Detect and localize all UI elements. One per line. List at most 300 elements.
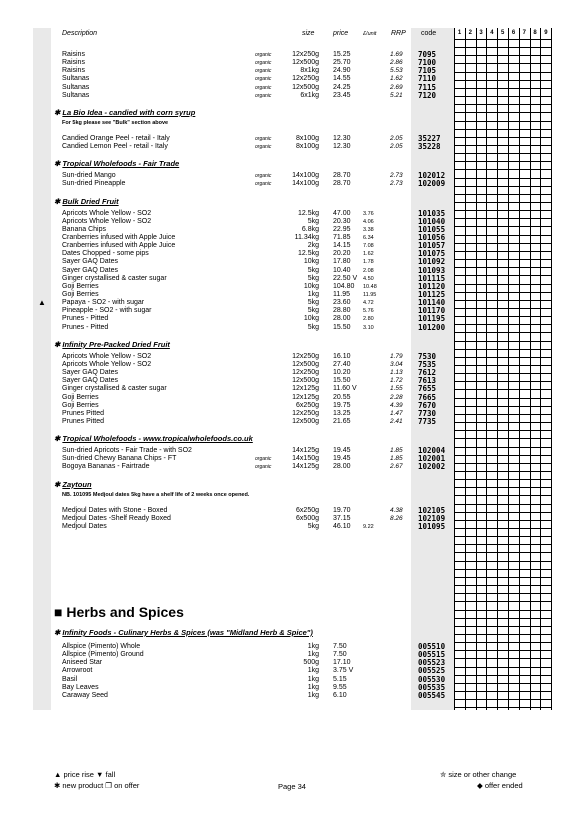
- item-description: Allspice (Pimento) Ground: [62, 651, 144, 659]
- item-description: Sun-dried Apricots - Fair Trade - with SO2: [62, 447, 192, 455]
- item-rrp: 5.21: [390, 91, 403, 99]
- item-description: Aniseed Star: [62, 659, 103, 667]
- organic-tag: organic: [255, 92, 272, 99]
- unit-price: 11.95: [363, 292, 377, 298]
- item-size: 12x125g: [292, 393, 319, 401]
- item-description: Apricots Whole Yellow - SO2: [62, 217, 152, 225]
- organic-tag: organic: [255, 173, 272, 180]
- grid-row-line: [454, 129, 552, 130]
- section-note: For 5kg please see "Bulk" section above: [62, 119, 169, 126]
- item-code: 7115: [418, 82, 437, 92]
- item-size: 5kg: [307, 217, 319, 225]
- section-heading-text: Bulk Dried Fruit: [62, 196, 119, 206]
- item-price: 15.25: [333, 51, 351, 58]
- item-description: Raisins: [62, 67, 85, 75]
- list-item: [0, 418, 585, 426]
- item-price: 23.60: [333, 299, 351, 307]
- unit-price: 7.08: [363, 243, 374, 250]
- item-size: 14x150g: [292, 455, 319, 463]
- item-rrp: 1.79: [390, 352, 403, 360]
- list-item: [0, 135, 585, 143]
- grid-row-line: [454, 561, 552, 562]
- grid-row-line: [454, 341, 552, 342]
- grid-row-line: [454, 39, 552, 40]
- list-item: [0, 75, 585, 83]
- item-rrp: 3.04: [390, 360, 403, 368]
- item-rrp: 1.85: [390, 447, 403, 455]
- grid-row-line: [454, 626, 552, 627]
- unit-price: 3.10: [363, 324, 374, 331]
- grid-row-line: [454, 194, 552, 195]
- grid-row-line: [454, 47, 552, 48]
- list-item: [0, 283, 585, 291]
- item-description: Medjoul Dates: [62, 522, 107, 530]
- list-item: [0, 377, 585, 385]
- item-price: 46.10: [333, 522, 351, 530]
- unit-price: 4.06: [363, 218, 374, 225]
- item-code: 101195: [418, 314, 446, 324]
- item-code: 7095: [418, 50, 437, 59]
- item-code: 7670: [418, 400, 437, 410]
- item-rrp: 1.85: [390, 455, 403, 463]
- item-price: 28.70: [333, 180, 351, 188]
- item-description: Sultanas: [62, 83, 90, 91]
- section-heading: ✱ Bulk Dried Fruit: [54, 196, 119, 206]
- section-heading-text: La Bio Idea - candied with corn syrup: [62, 107, 196, 117]
- item-description: Sayer GAQ Dates: [62, 266, 119, 274]
- item-price: 5.15: [333, 675, 347, 683]
- legend-new-offer: ✱ new product ❐ on offer: [54, 781, 140, 790]
- item-description: Pineapple - SO2 - with sugar: [62, 307, 152, 315]
- item-rrp: 2.41: [390, 417, 403, 425]
- price-rise-icon: ▲: [38, 298, 46, 308]
- item-description: Papaya - SO2 - with sugar: [62, 299, 145, 307]
- item-code: 101170: [418, 306, 446, 316]
- item-size: 14x100g: [292, 180, 319, 188]
- section-heading: ✱ Tropical Wholefoods - www.tropicalwholefoods.co.uk: [54, 434, 253, 444]
- list-item: [0, 258, 585, 266]
- item-price: 47.00: [333, 209, 351, 217]
- item-code: 102002: [418, 462, 446, 472]
- unit-price: 10.48: [363, 283, 377, 290]
- item-size: 8x100g: [296, 134, 319, 142]
- legend-size-change: ✮ size or other change: [440, 770, 517, 779]
- list-item: [0, 353, 585, 361]
- grid-row-line: [454, 601, 552, 602]
- unit-price: 4.50: [363, 275, 374, 282]
- grid-column-number: 7: [522, 30, 526, 36]
- item-price: 14.15: [333, 242, 351, 250]
- grid-row-line: [454, 112, 552, 113]
- item-price: 37.15: [333, 514, 351, 522]
- item-description: Bogoya Bananas - Fairtrade: [62, 463, 150, 471]
- item-code: 101125: [418, 290, 446, 299]
- item-description: Sultanas: [62, 75, 90, 83]
- item-price: 11.95: [333, 291, 350, 298]
- item-size: 12x500g: [292, 417, 319, 425]
- item-size: 12x500g: [292, 83, 319, 91]
- item-price: 24.25: [333, 83, 351, 91]
- item-size: 6.8kg: [301, 225, 319, 233]
- item-code: 101093: [418, 265, 446, 275]
- list-item: [0, 361, 585, 369]
- item-price: 12.30: [333, 143, 351, 151]
- item-price: 28.00: [333, 315, 351, 323]
- item-code: 102004: [418, 446, 446, 456]
- item-description: Candied Lemon Peel - retail - Italy: [62, 143, 168, 151]
- unit-price: 4.72: [363, 300, 374, 307]
- grid-row-line: [454, 536, 552, 537]
- item-description: Allspice (Pimento) Whole: [62, 643, 141, 650]
- item-description: Sun-dried Mango: [62, 172, 116, 180]
- item-code: 101095: [418, 521, 446, 531]
- item-code: 005515: [418, 650, 446, 660]
- organic-tag: organic: [255, 144, 272, 151]
- item-price: 10.40: [333, 266, 351, 274]
- list-item: [0, 463, 585, 471]
- section-heading: ✱ La Bio Idea - candied with corn syrup: [54, 107, 196, 117]
- list-item: [0, 291, 585, 299]
- grid-row-line: [454, 495, 552, 496]
- grid-row-line: [454, 438, 552, 439]
- item-code: 7535: [418, 359, 437, 369]
- list-item: [0, 369, 585, 377]
- item-code: 101035: [418, 208, 446, 218]
- grid-row-line: [454, 610, 552, 611]
- item-code: 7530: [418, 351, 437, 361]
- item-size: 14x125g: [292, 463, 319, 471]
- item-rrp: 2.05: [390, 134, 403, 142]
- item-description: Sultanas: [62, 91, 90, 99]
- list-item: [0, 250, 585, 258]
- section-heading-text: Tropical Wholefoods - www.tropicalwholefoods.co.uk: [62, 434, 253, 444]
- item-code: 101055: [418, 224, 446, 234]
- item-code: 102105: [418, 505, 446, 515]
- list-item: [0, 447, 585, 455]
- item-description: Sayer GAQ Dates: [62, 377, 119, 385]
- item-size: 5kg: [307, 323, 319, 331]
- item-description: Raisins: [62, 51, 85, 58]
- section-heading-text: Tropical Wholefoods - Fair Trade: [62, 159, 180, 169]
- item-size: 12.5kg: [297, 250, 319, 258]
- item-price: 6.10: [333, 691, 347, 699]
- section-heading: ✱ Zaytoun: [54, 479, 92, 489]
- header-size: size: [302, 30, 315, 37]
- unit-price: 1.62: [363, 251, 374, 258]
- item-rrp: 4.39: [390, 401, 403, 409]
- grid-column-number: 1: [457, 30, 462, 36]
- item-price: 19.75: [333, 401, 351, 409]
- item-rrp: 2.28: [390, 393, 403, 401]
- list-item: [0, 410, 585, 418]
- item-rrp: 1.47: [390, 409, 403, 417]
- item-size: 12x500g: [292, 59, 319, 67]
- unit-price: 6.34: [363, 234, 374, 241]
- item-code: 35227: [418, 133, 441, 143]
- item-code: 7735: [418, 416, 437, 426]
- item-description: Prunes Pitted: [62, 417, 105, 425]
- list-item: [0, 507, 585, 515]
- organic-tag: organic: [255, 84, 272, 91]
- list-item: [0, 242, 585, 250]
- item-price: 17.80: [333, 258, 351, 266]
- item-size: 12x500g: [292, 360, 319, 368]
- item-size: 6x500g: [296, 514, 319, 522]
- item-code: 102109: [418, 513, 446, 523]
- grid-row-line: [454, 504, 552, 505]
- item-description: Sayer GAQ Dates: [62, 369, 119, 377]
- item-description: Sun-dried Pineapple: [62, 180, 126, 188]
- grid-column-number: 8: [533, 30, 537, 36]
- list-item: [0, 59, 585, 67]
- item-price: 19.45: [333, 455, 351, 463]
- item-description: Apricots Whole Yellow - SO2: [62, 352, 152, 360]
- item-description: Candied Orange Peel - retail - Italy: [62, 134, 170, 142]
- item-rrp: 2.67: [390, 463, 403, 471]
- item-description: Arrowroot: [62, 667, 93, 675]
- item-size: 12x250g: [292, 409, 319, 417]
- item-code: 101040: [418, 216, 446, 226]
- item-size: 14x125g: [292, 447, 319, 455]
- item-code: 7613: [418, 376, 437, 386]
- item-price: 28.00: [333, 463, 351, 471]
- list-item: [0, 299, 585, 307]
- grid-column-number: 6: [511, 30, 516, 36]
- item-description: Apricots Whole Yellow - SO2: [62, 209, 152, 217]
- list-item: [0, 659, 585, 667]
- list-item: [0, 51, 585, 59]
- item-price: 14.55: [333, 75, 351, 83]
- list-item: [0, 218, 585, 226]
- item-description: Ginger crystallised & caster sugar: [62, 385, 167, 393]
- item-price: 22.95: [333, 225, 351, 233]
- item-rrp: 2.86: [390, 59, 403, 67]
- item-price: 27.40: [333, 360, 351, 368]
- item-price: 20.55: [333, 393, 351, 401]
- item-code: 101115: [418, 273, 446, 283]
- item-price: 28.70: [333, 172, 351, 180]
- list-item: [0, 523, 585, 531]
- item-size: 10kg: [303, 315, 319, 323]
- list-item: [0, 210, 585, 218]
- item-description: Cranberries infused with Apple Juice: [62, 242, 176, 250]
- item-price: 10.20: [333, 369, 351, 377]
- item-rrp: 2.73: [390, 172, 403, 180]
- grid-row-line: [454, 430, 552, 431]
- item-description: Banana Chips: [62, 225, 106, 233]
- unit-price: 9.22: [363, 523, 374, 530]
- item-description: Prunes - Pitted: [62, 315, 109, 323]
- list-item: [0, 172, 585, 180]
- item-price: 24.90: [333, 67, 351, 75]
- item-description: Prunes Pitted: [62, 409, 105, 417]
- header-code: code: [421, 30, 437, 37]
- item-price: 19.70: [333, 506, 351, 514]
- list-item: [0, 92, 585, 100]
- grid-column-number: 9: [544, 30, 548, 36]
- grid-row-line: [454, 577, 552, 578]
- item-price: 20.20: [333, 250, 351, 258]
- item-description: Medjoul Dates with Stone - Boxed: [62, 506, 168, 514]
- item-description: Sun-dried Chewy Banana Chips - FT: [62, 455, 177, 463]
- organic-tag: organic: [255, 60, 272, 67]
- header-price: price: [333, 30, 349, 37]
- unit-price: 2.80: [363, 316, 374, 323]
- item-price: 71.85: [333, 233, 351, 241]
- legend-offer-ended: ◆ offer ended: [477, 781, 523, 790]
- grid-row-line: [454, 544, 552, 545]
- list-item: [0, 455, 585, 463]
- item-rrp: 1.69: [390, 51, 403, 58]
- organic-tag: organic: [255, 68, 272, 75]
- item-description: Goji Berries: [62, 282, 99, 290]
- organic-tag: organic: [255, 52, 272, 58]
- grid-row-line: [454, 593, 552, 594]
- section-title-herbs: ■ Herbs and Spices: [54, 604, 184, 620]
- item-price: 23.45: [333, 91, 351, 99]
- grid-column-number: 3: [479, 30, 483, 36]
- item-size: 6x250g: [296, 506, 319, 514]
- item-description: Caraway Seed: [62, 691, 108, 699]
- item-rrp: 1.72: [390, 377, 403, 385]
- grid-row-line: [454, 104, 552, 105]
- item-price: 13.25: [333, 409, 351, 417]
- list-item: [0, 394, 585, 402]
- grid-row-line: [454, 161, 552, 162]
- organic-tag: organic: [255, 181, 272, 188]
- item-code: 7665: [418, 392, 437, 402]
- item-price: 3.75 V: [333, 667, 354, 675]
- item-rrp: 1.55: [390, 385, 403, 393]
- item-size: 6x250g: [296, 401, 319, 409]
- item-price: 7.50: [333, 651, 347, 659]
- item-code: 102009: [418, 179, 446, 189]
- item-description: Raisins: [62, 59, 85, 67]
- item-description: Prunes - Pitted: [62, 323, 109, 331]
- grid-column-number: 5: [501, 30, 505, 36]
- item-rrp: 2.69: [390, 83, 403, 91]
- list-item: [0, 651, 585, 659]
- section-heading-text: Infinity Foods - Culinary Herbs & Spices (was "Midland Herb & Spice"): [62, 628, 313, 637]
- item-size: 2kg: [307, 242, 319, 250]
- item-size: 1kg: [307, 651, 319, 659]
- item-description: Medjoul Dates -Shelf Ready Boxed: [62, 514, 171, 522]
- item-price: 25.70: [333, 59, 351, 67]
- item-code: 102012: [418, 171, 446, 181]
- item-description: Goji Berries: [62, 401, 99, 409]
- item-size: 12x500g: [292, 377, 319, 385]
- item-size: 1kg: [307, 291, 319, 298]
- item-rrp: 2.73: [390, 180, 403, 188]
- item-size: 11.34kg: [294, 233, 319, 241]
- item-price: 11.60 V: [333, 385, 357, 393]
- grid-row-line: [454, 634, 552, 635]
- section-note: NB. 101095 Medjoul dates 5kg have a shelf life of 2 weeks once opened.: [62, 491, 250, 498]
- item-size: 5kg: [307, 266, 319, 274]
- item-rrp: 1.13: [390, 369, 403, 377]
- list-item: [0, 275, 585, 283]
- item-code: 005510: [418, 642, 446, 651]
- list-item: [0, 307, 585, 315]
- grid-row-line: [454, 479, 552, 480]
- item-size: 12x250g: [292, 75, 319, 83]
- grid-row-line: [454, 618, 552, 619]
- item-size: 500g: [303, 659, 319, 667]
- item-size: 1kg: [307, 667, 319, 675]
- item-price: 9.55: [333, 683, 347, 691]
- item-code: 101056: [418, 232, 446, 242]
- item-code: 7655: [418, 384, 437, 394]
- list-item: [0, 402, 585, 410]
- list-item: [0, 234, 585, 242]
- grid-row-line: [454, 332, 552, 333]
- item-size: 8x100g: [296, 143, 319, 151]
- organic-tag: organic: [255, 464, 272, 471]
- list-item: [0, 643, 585, 651]
- item-size: 5kg: [307, 522, 319, 530]
- item-code: 7612: [418, 368, 437, 378]
- grid-column-number: 2: [468, 30, 472, 36]
- header-per-unit: £/unit: [363, 31, 377, 37]
- list-item: [0, 267, 585, 275]
- item-price: 17.10: [333, 659, 351, 667]
- item-code: 005523: [418, 658, 446, 668]
- item-size: 5kg: [307, 299, 319, 307]
- grid-row-line: [454, 569, 552, 570]
- item-description: Sayer GAQ Dates: [62, 258, 119, 266]
- item-size: 1kg: [307, 643, 319, 650]
- item-size: 12x250g: [292, 352, 319, 360]
- item-price: 22.50 V: [333, 274, 358, 282]
- section-heading: ✱ Infinity Pre-Packed Dried Fruit: [54, 339, 170, 349]
- item-size: 12.5kg: [297, 209, 319, 217]
- unit-price: 1.78: [363, 259, 374, 266]
- item-code: 7110: [418, 74, 437, 84]
- item-price: 21.65: [333, 417, 351, 425]
- grid-row-line: [454, 202, 552, 203]
- item-price: 7.50: [333, 643, 347, 650]
- item-description: Goji Berries: [62, 291, 99, 298]
- list-item: [0, 67, 585, 75]
- organic-tag: organic: [255, 135, 272, 142]
- item-description: Cranberries infused with Apple Juice: [62, 233, 176, 241]
- list-item: [0, 143, 585, 151]
- item-size: 8x1kg: [300, 67, 319, 75]
- grid-row-line: [454, 349, 552, 350]
- item-code: 005530: [418, 674, 446, 684]
- list-item: [0, 667, 585, 675]
- header-rrp: RRP: [391, 30, 406, 37]
- list-item: [0, 324, 585, 332]
- item-price: 104.80: [333, 282, 355, 290]
- item-rrp: 8.26: [390, 514, 403, 522]
- grid-row-line: [454, 585, 552, 586]
- item-code: 101140: [418, 298, 446, 308]
- item-code: 101057: [418, 241, 446, 251]
- item-code: 101120: [418, 281, 446, 291]
- item-size: 1kg: [307, 683, 319, 691]
- list-item: [0, 180, 585, 188]
- grid-row-line: [454, 121, 552, 122]
- list-item: [0, 676, 585, 684]
- item-price: 15.50: [333, 377, 351, 385]
- item-code: 102001: [418, 454, 446, 464]
- item-code: 7120: [418, 90, 437, 100]
- section-heading: ✱ Infinity Foods - Culinary Herbs & Spices (was "Midland Herb & Spice"): [54, 628, 313, 637]
- item-size: 1kg: [307, 675, 319, 683]
- grid-row-line: [454, 153, 552, 154]
- grid-column-number: 4: [490, 30, 494, 36]
